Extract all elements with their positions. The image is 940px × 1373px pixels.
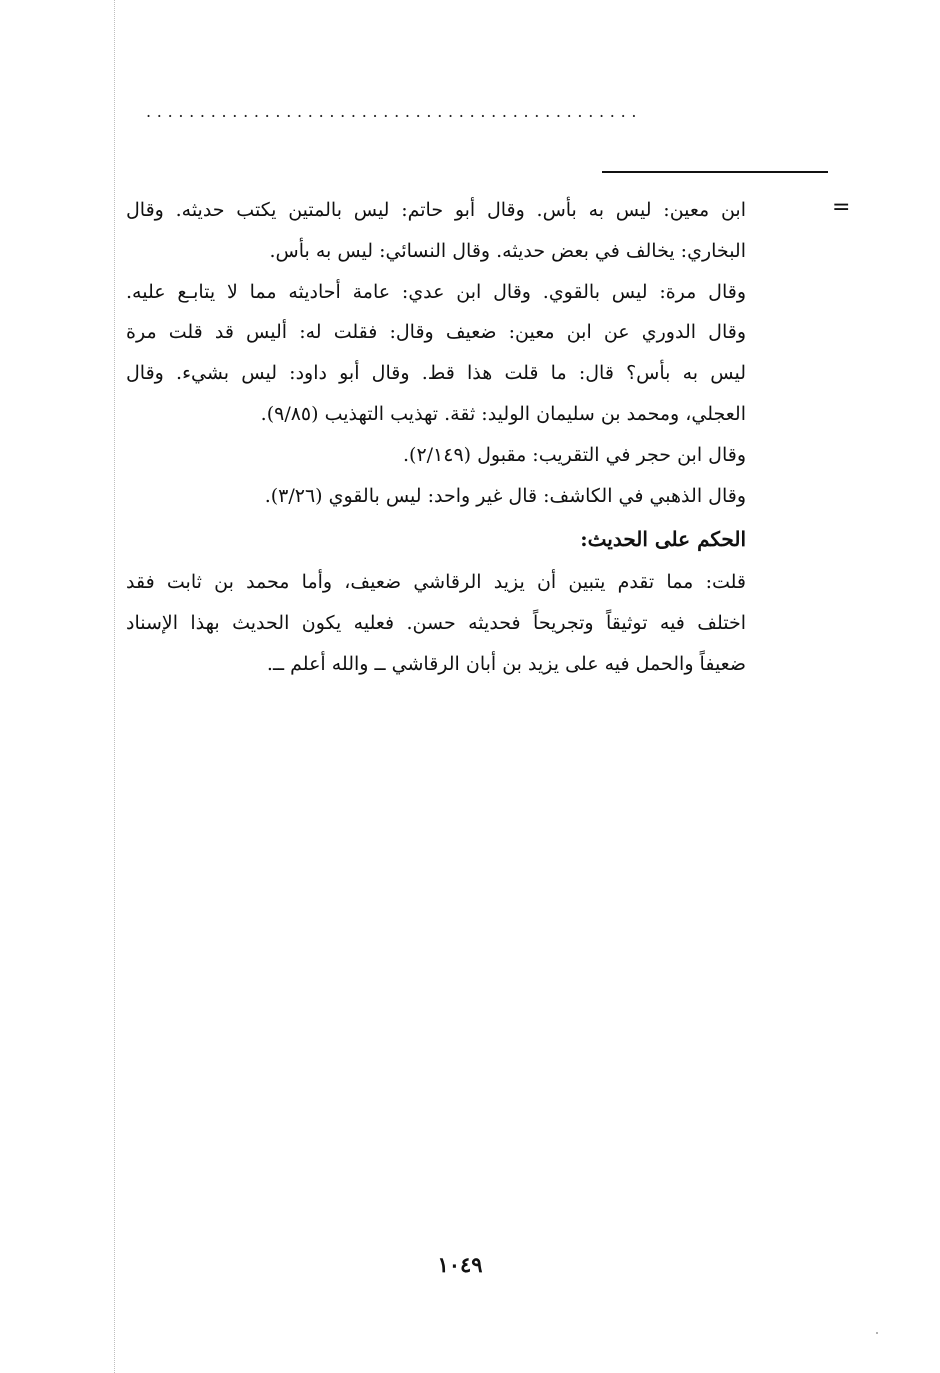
footnote-line: وقال ابن حجر في التقريب: مقبول (٢/١٤٩).: [402, 443, 746, 466]
ruling-paragraph: [126, 562, 746, 684]
footnote-continuation-mark: =: [832, 195, 851, 220]
dot-leader-separator: ..............................................: [146, 104, 643, 120]
ruling-line: اختلف فيه توثيقاً وتجريحاً فحديثه حسن. فعليه يكون الحديث بهذا الإسناد: [126, 611, 746, 634]
scan-speck: [876, 1332, 878, 1334]
footnote-line: وقال الدوري عن ابن معين: ضعيف وقال: فقلت له: أليس قد قلت مرة: [126, 321, 746, 344]
footnote-line: وقال الذهبي في الكاشف: قال غير واحد: ليس بالقوي (٣/٢٦).: [264, 484, 746, 507]
ruling-heading: الحكم على الحديث:: [580, 527, 746, 551]
footnote-line: وقال مرة: ليس بالقوي. وقال ابن عدي: عامة أحاديثه مما لا يتابـع عليه.: [126, 280, 746, 303]
footnote-line: ابن معين: ليس به بأس. وقال أبو حاتم: ليس بالمتين يكتب حديثه. وقال: [126, 199, 746, 221]
footnote-block: [126, 190, 746, 516]
footnote-rule: [602, 171, 828, 173]
page-number: ١٠٤٩: [437, 1252, 483, 1277]
ruling-line: قلت: مما تقدم يتبين أن يزيد الرقاشي ضعيف، وأما محمد بن ثابت فقد: [126, 571, 746, 593]
ruling-line: ضعيفاً والحمل فيه على يزيد بن أبان الرقاشي ــ والله أعلم ــ.: [266, 652, 746, 675]
footnote-line: ليس به بأس؟ قال: ما قلت هذا قط. وقال أبو داود: ليس بشيء. وقال: [126, 362, 746, 385]
footnote-line: البخاري: يخالف في بعض حديثه. وقال النسائي: ليس به بأس.: [269, 239, 746, 262]
footnote-line: العجلي، ومحمد بن سليمان الوليد: ثقة. تهذيب التهذيب (٩/٨٥).: [260, 402, 746, 425]
page-gutter-line: [114, 0, 115, 1373]
